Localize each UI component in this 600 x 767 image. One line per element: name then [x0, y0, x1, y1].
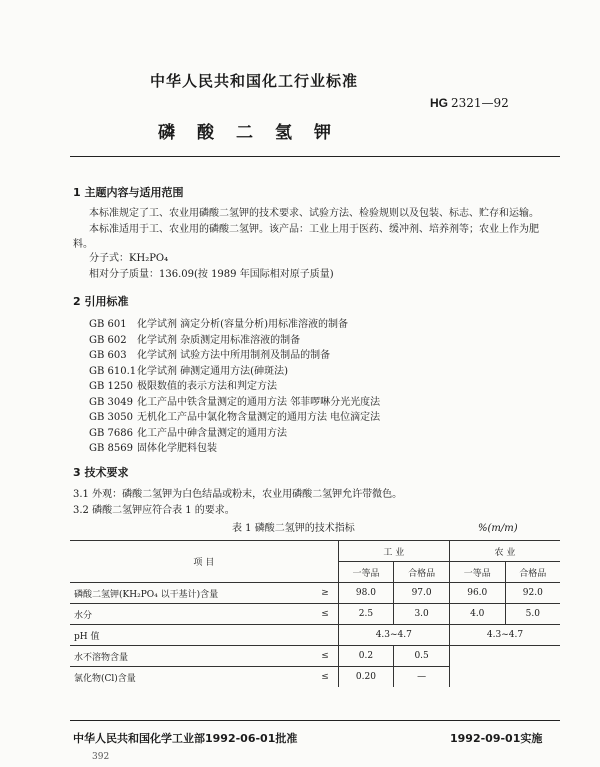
cell: 4.3~4.7 [338, 625, 449, 646]
section-1-paragraph-1: 本标准规定了工、农业用磷酸二氢钾的技术要求、试验方法、检验规则以及包装、标志、贮存和运输。 [89, 208, 539, 219]
cell: 97.0 [394, 583, 450, 604]
clause-3-1: 3.1 外观：磷酸二氢钾为白色结晶或粉末，农业用磷酸二氢钾允许带微色。 [73, 489, 403, 500]
cell: 0.5 [394, 646, 450, 667]
reference-title: 化学试剂 杂质测定用标准溶液的制备 [137, 334, 301, 346]
reference-item [89, 334, 300, 348]
cell: — [394, 667, 450, 688]
table-unit: %(m/m) [478, 523, 518, 534]
cell: 0.20 [338, 667, 394, 688]
footer-divider [70, 720, 560, 721]
cell: 3.0 [394, 604, 450, 625]
reference-code: GB 3050 [89, 412, 133, 423]
section-1-paragraph-2: 本标准适用于工、农业用的磷酸二氢钾。该产品：工业上用于医药、缓冲剂、培养剂等；农业上作为肥料。 [73, 224, 539, 250]
reference-title: 化学试剂 滴定分析(容量分析)用标准溶液的制备 [137, 319, 348, 330]
row-operator: ≥ [313, 583, 339, 604]
reference-item [89, 442, 217, 456]
row-label: pH 值 [70, 625, 338, 646]
page-number: 392 [92, 752, 110, 762]
reference-code: GB 3049 [89, 396, 133, 408]
cell: 5.0 [505, 604, 560, 625]
standard-code-number: 2321—92 [451, 96, 509, 110]
reference-item [89, 318, 348, 332]
table-row [70, 604, 560, 625]
reference-title: 化学试剂 试验方法中所用制剂及制品的制备 [137, 350, 331, 361]
reference-title: 固体化学肥料包装 [137, 443, 217, 454]
reference-item [89, 380, 277, 394]
section-3-heading: 3 技术要求 [73, 466, 129, 479]
issuing-organization: 中华人民共和国化工行业标准 [150, 72, 359, 90]
reference-code: GB 8569 [89, 443, 133, 454]
reference-title: 化工产品中铁含量测定的通用方法 邻菲啰啉分光光度法 [137, 396, 381, 408]
reference-code: GB 603 [89, 350, 127, 361]
reference-code: GB 1250 [89, 381, 133, 392]
reference-item [89, 411, 380, 425]
reference-code: GB 601 [89, 319, 127, 330]
section-2-heading: 2 引用标准 [73, 295, 129, 308]
grade-industrial-qualified: 合格品 [394, 562, 450, 583]
row-operator: ≤ [313, 646, 339, 667]
cell: 98.0 [338, 583, 394, 604]
table-row [70, 583, 560, 604]
row-label: 氯化物(Cl)含量 [70, 667, 313, 688]
molecular-formula: 分子式：KH₂PO₄ [89, 253, 169, 264]
grade-agricultural-qualified: 合格品 [505, 562, 560, 583]
row-operator: ≤ [313, 667, 339, 688]
cell-empty [449, 646, 560, 688]
cell: 92.0 [505, 583, 560, 604]
clause-3-2: 3.2 磷酸二氢钾应符合表 1 的要求。 [73, 505, 235, 516]
reference-title: 无机化工产品中氯化物含量测定的通用方法 电位滴定法 [137, 412, 381, 423]
reference-title: 极限数值的表示方法和判定方法 [137, 381, 277, 392]
reference-code: GB 602 [89, 334, 127, 346]
header-industrial: 工 业 [338, 541, 449, 562]
reference-item [89, 365, 288, 379]
cell: 96.0 [449, 583, 505, 604]
approval-note: 中华人民共和国化学工业部1992-06-01批准 [73, 732, 298, 745]
cell: 2.5 [338, 604, 394, 625]
cell: 0.2 [338, 646, 394, 667]
reference-title: 化工产品中砷含量测定的通用方法 [137, 427, 287, 439]
cell: 4.3~4.7 [449, 625, 560, 646]
table-row [70, 646, 560, 667]
reference-code: GB 7686 [89, 427, 133, 439]
table-header-row [70, 541, 560, 562]
reference-item [89, 349, 330, 363]
table-caption: 表 1 磷酸二氢钾的技术指标 [232, 523, 355, 534]
cell: 4.0 [449, 604, 505, 625]
reference-item [89, 396, 380, 410]
standard-code [430, 96, 509, 110]
molecular-mass: 相对分子质量：136.09(按 1989 年国际相对原子质量) [89, 269, 334, 280]
table-row [70, 625, 560, 646]
reference-title: 化学试剂 砷测定通用方法(砷斑法) [137, 365, 288, 377]
header-agricultural: 农 业 [449, 541, 560, 562]
row-label: 水分 [70, 604, 313, 625]
spec-table [70, 540, 560, 687]
standard-code-prefix: HG [430, 96, 448, 110]
row-label: 磷酸二氢钾(KH₂PO₄ 以干基计)含量 [70, 583, 313, 604]
grade-industrial-first: 一等品 [338, 562, 394, 583]
row-operator: ≤ [313, 604, 339, 625]
reference-item [89, 427, 287, 441]
row-label: 水不溶物含量 [70, 646, 313, 667]
section-1-heading: 1 主题内容与适用范围 [73, 186, 184, 199]
header-divider [70, 156, 560, 157]
grade-agricultural-first: 一等品 [449, 562, 505, 583]
header-item: 项 目 [70, 541, 338, 583]
document-title: 磷酸二氢钾 [158, 123, 353, 143]
reference-code: GB 610.1 [89, 365, 137, 377]
implementation-note: 1992-09-01实施 [450, 732, 543, 745]
